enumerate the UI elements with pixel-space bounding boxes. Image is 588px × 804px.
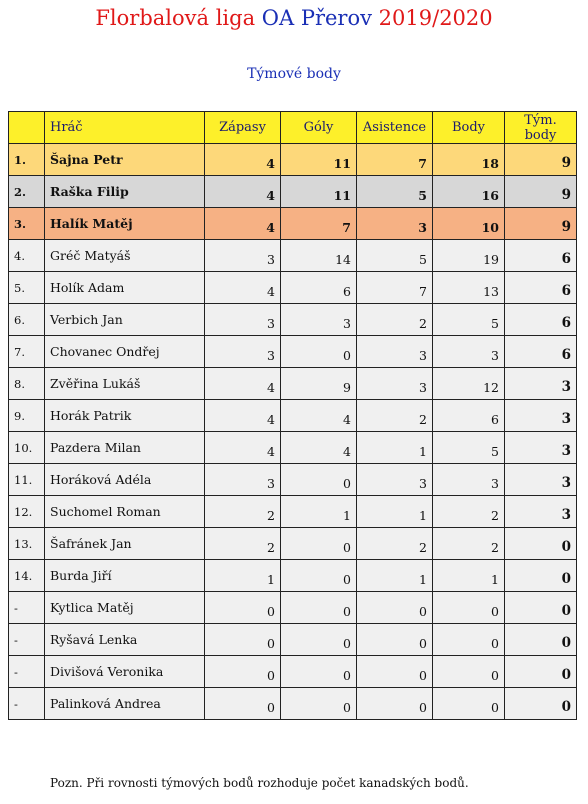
table-row — [9, 432, 577, 464]
table-row — [9, 304, 577, 336]
points-cell: 5 — [433, 304, 505, 336]
rank-cell: - — [9, 656, 45, 688]
matches-cell: 3 — [205, 240, 281, 272]
goals-cell: 0 — [281, 688, 357, 720]
assists-cell: 2 — [357, 400, 433, 432]
table-row — [9, 368, 577, 400]
player-name-cell: Horák Patrik — [45, 400, 205, 432]
table-row — [9, 656, 577, 688]
points-cell: 18 — [433, 144, 505, 176]
goals-cell: 7 — [281, 208, 357, 240]
points-cell: 10 — [433, 208, 505, 240]
assists-cell: 0 — [357, 688, 433, 720]
player-name-cell: Divišová Veronika — [45, 656, 205, 688]
goals-cell: 0 — [281, 656, 357, 688]
assists-cell: 3 — [357, 368, 433, 400]
assists-cell: 3 — [357, 208, 433, 240]
assists-cell: 3 — [357, 464, 433, 496]
assists-cell: 5 — [357, 240, 433, 272]
rank-cell: 1. — [9, 144, 45, 176]
points-cell: 3 — [433, 336, 505, 368]
table-row — [9, 400, 577, 432]
player-name-cell: Verbich Jan — [45, 304, 205, 336]
player-name-cell: Suchomel Roman — [45, 496, 205, 528]
goals-cell: 11 — [281, 144, 357, 176]
table-row — [9, 496, 577, 528]
goals-cell: 0 — [281, 528, 357, 560]
team-points-cell: 6 — [505, 336, 577, 368]
matches-cell: 3 — [205, 304, 281, 336]
team-points-cell: 0 — [505, 624, 577, 656]
team-points-cell: 9 — [505, 208, 577, 240]
matches-cell: 2 — [205, 528, 281, 560]
goals-cell: 4 — [281, 432, 357, 464]
col-player-header: Hráč — [45, 112, 205, 144]
col-goals-header: Góly — [281, 112, 357, 144]
table-row — [9, 464, 577, 496]
points-cell: 13 — [433, 272, 505, 304]
player-name-cell: Raška Filip — [45, 176, 205, 208]
rank-cell: 9. — [9, 400, 45, 432]
assists-cell: 2 — [357, 304, 433, 336]
points-cell: 0 — [433, 624, 505, 656]
player-name-cell: Burda Jiří — [45, 560, 205, 592]
assists-cell: 2 — [357, 528, 433, 560]
points-cell: 6 — [433, 400, 505, 432]
col-matches-header: Zápasy — [205, 112, 281, 144]
matches-cell: 4 — [205, 208, 281, 240]
team-points-cell: 3 — [505, 464, 577, 496]
goals-cell: 3 — [281, 304, 357, 336]
points-cell: 0 — [433, 656, 505, 688]
goals-cell: 0 — [281, 624, 357, 656]
player-name-cell: Palinková Andrea — [45, 688, 205, 720]
matches-cell: 2 — [205, 496, 281, 528]
assists-cell: 7 — [357, 272, 433, 304]
team-points-cell: 0 — [505, 528, 577, 560]
table-row — [9, 272, 577, 304]
player-name-cell: Šajna Petr — [45, 144, 205, 176]
table-row — [9, 240, 577, 272]
points-cell: 0 — [433, 688, 505, 720]
page-subtitle: Týmové body — [247, 66, 341, 82]
col-points-header: Body — [433, 112, 505, 144]
assists-cell: 0 — [357, 624, 433, 656]
rank-cell: 14. — [9, 560, 45, 592]
matches-cell: 1 — [205, 560, 281, 592]
points-cell: 0 — [433, 592, 505, 624]
col-rank-header — [9, 112, 45, 144]
points-cell: 2 — [433, 496, 505, 528]
table-row — [9, 624, 577, 656]
assists-cell: 3 — [357, 336, 433, 368]
points-cell: 19 — [433, 240, 505, 272]
points-cell: 16 — [433, 176, 505, 208]
matches-cell: 4 — [205, 176, 281, 208]
player-name-cell: Holík Adam — [45, 272, 205, 304]
player-name-cell: Šafránek Jan — [45, 528, 205, 560]
player-name-cell: Pazdera Milan — [45, 432, 205, 464]
table-row — [9, 208, 577, 240]
team-points-cell: 0 — [505, 688, 577, 720]
rank-cell: 7. — [9, 336, 45, 368]
matches-cell: 0 — [205, 592, 281, 624]
rank-cell: 12. — [9, 496, 45, 528]
team-points-cell: 6 — [505, 304, 577, 336]
points-cell: 12 — [433, 368, 505, 400]
goals-cell: 0 — [281, 464, 357, 496]
team-points-cell: 9 — [505, 176, 577, 208]
table-row — [9, 336, 577, 368]
team-points-cell: 9 — [505, 144, 577, 176]
player-name-cell: Zvěřina Lukáš — [45, 368, 205, 400]
matches-cell: 3 — [205, 464, 281, 496]
assists-cell: 0 — [357, 592, 433, 624]
goals-cell: 4 — [281, 400, 357, 432]
player-name-cell: Gréč Matyáš — [45, 240, 205, 272]
standings-table — [8, 111, 577, 720]
title-league: Florbalová liga — [95, 6, 256, 30]
points-cell: 2 — [433, 528, 505, 560]
matches-cell: 3 — [205, 336, 281, 368]
player-name-cell: Horáková Adéla — [45, 464, 205, 496]
team-points-cell: 6 — [505, 240, 577, 272]
table-header-row — [9, 112, 577, 144]
title-school: OA Přerov — [261, 6, 372, 30]
rank-cell: 13. — [9, 528, 45, 560]
goals-cell: 6 — [281, 272, 357, 304]
rank-cell: 5. — [9, 272, 45, 304]
team-points-cell: 0 — [505, 560, 577, 592]
table-row — [9, 144, 577, 176]
goals-cell: 11 — [281, 176, 357, 208]
goals-cell: 0 — [281, 560, 357, 592]
table-row — [9, 592, 577, 624]
page-title — [0, 6, 588, 30]
assists-cell: 5 — [357, 176, 433, 208]
rank-cell: 3. — [9, 208, 45, 240]
matches-cell: 4 — [205, 144, 281, 176]
goals-cell: 0 — [281, 336, 357, 368]
rank-cell: - — [9, 624, 45, 656]
player-name-cell: Chovanec Ondřej — [45, 336, 205, 368]
rank-cell: 4. — [9, 240, 45, 272]
team-points-cell: 3 — [505, 496, 577, 528]
table-row — [9, 528, 577, 560]
table-row — [9, 176, 577, 208]
player-name-cell: Kytlica Matěj — [45, 592, 205, 624]
assists-cell: 1 — [357, 560, 433, 592]
matches-cell: 4 — [205, 432, 281, 464]
team-points-cell: 3 — [505, 400, 577, 432]
footnote: Pozn. Při rovnosti týmových bodů rozhoduje počet kanadských bodů. — [50, 776, 469, 790]
matches-cell: 0 — [205, 656, 281, 688]
goals-cell: 14 — [281, 240, 357, 272]
assists-cell: 1 — [357, 432, 433, 464]
matches-cell: 4 — [205, 400, 281, 432]
rank-cell: 10. — [9, 432, 45, 464]
player-name-cell: Ryšavá Lenka — [45, 624, 205, 656]
team-points-cell: 6 — [505, 272, 577, 304]
col-assists-header: Asistence — [357, 112, 433, 144]
points-cell: 3 — [433, 464, 505, 496]
matches-cell: 0 — [205, 624, 281, 656]
team-points-cell: 3 — [505, 432, 577, 464]
matches-cell: 4 — [205, 368, 281, 400]
assists-cell: 7 — [357, 144, 433, 176]
matches-cell: 4 — [205, 272, 281, 304]
goals-cell: 0 — [281, 592, 357, 624]
rank-cell: 2. — [9, 176, 45, 208]
col-team-points-header: Tým. body — [505, 112, 577, 144]
rank-cell: 11. — [9, 464, 45, 496]
table-row — [9, 560, 577, 592]
points-cell: 5 — [433, 432, 505, 464]
goals-cell: 9 — [281, 368, 357, 400]
team-points-cell: 3 — [505, 368, 577, 400]
team-points-cell: 0 — [505, 592, 577, 624]
matches-cell: 0 — [205, 688, 281, 720]
assists-cell: 0 — [357, 656, 433, 688]
rank-cell: - — [9, 592, 45, 624]
rank-cell: 8. — [9, 368, 45, 400]
player-name-cell: Halík Matěj — [45, 208, 205, 240]
title-season: 2019/2020 — [378, 6, 493, 30]
team-points-cell: 0 — [505, 656, 577, 688]
goals-cell: 1 — [281, 496, 357, 528]
points-cell: 1 — [433, 560, 505, 592]
rank-cell: - — [9, 688, 45, 720]
table-row — [9, 688, 577, 720]
assists-cell: 1 — [357, 496, 433, 528]
rank-cell: 6. — [9, 304, 45, 336]
